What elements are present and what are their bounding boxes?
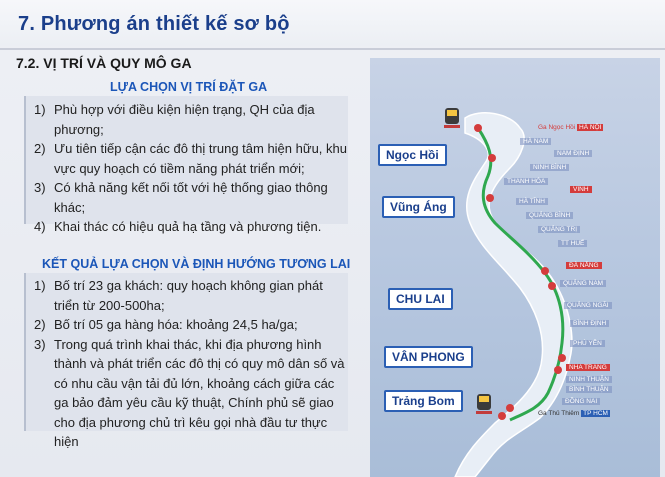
station-dot-ngoc-hoi — [474, 124, 482, 132]
selection-criteria-list — [34, 100, 348, 237]
major-station-nha-trang: NHA TRANG — [566, 364, 610, 371]
criteria-item — [34, 139, 348, 178]
results-box — [24, 273, 348, 449]
major-station-vinh: VINH — [570, 186, 592, 193]
item-number: 1) — [34, 102, 46, 117]
criteria-item — [34, 100, 348, 139]
province-label: ĐỒNG NAI — [562, 398, 600, 405]
item-number: 3) — [34, 336, 46, 352]
item-number: 1) — [34, 278, 46, 293]
selection-heading: LỰA CHỌN VỊ TRÍ ĐẶT GA — [110, 80, 268, 94]
train-icon — [442, 106, 462, 130]
province-label: NAM ĐỊNH — [554, 150, 592, 157]
station-dot-vinh — [488, 154, 496, 162]
result-item — [34, 276, 348, 315]
railway-map — [370, 58, 660, 477]
ga-thu-thiem-label: Ga Thủ Thiêm TP HCM — [538, 410, 608, 417]
page-title: 7. Phương án thiết kế sơ bộ — [18, 13, 290, 35]
ga-ngoc-hoi-label: Ga Ngọc Hồi HÀ NỘI — [538, 124, 602, 131]
station-dot-trang-bom — [506, 404, 514, 412]
selection-criteria-box — [24, 96, 348, 234]
freight-station-chu-lai: CHU LAI — [388, 288, 453, 310]
province-label: NINH THUẬN — [566, 376, 612, 383]
criteria-item — [34, 217, 348, 237]
freight-station-van-phong: VÂN PHONG — [384, 346, 473, 368]
province-label: PHÚ YÊN — [570, 340, 605, 347]
item-text: Khai thác có hiệu quả hạ tầng và phương tiện. — [54, 219, 322, 234]
item-number: 3) — [34, 180, 46, 195]
province-label: QUẢNG TRỊ — [538, 226, 580, 233]
item-number: 2) — [34, 317, 46, 332]
title-divider — [0, 48, 665, 50]
item-text: Bố trí 05 ga hàng hóa: khoảng 24,5 ha/ga; — [54, 317, 298, 332]
major-station-da-nang: ĐÀ NẴNG — [566, 262, 602, 269]
station-dot-chu-lai — [548, 282, 556, 290]
province-label: HÀ TĨNH — [516, 198, 548, 205]
item-text: Trong quá trình khai thác, khi địa phương hình thành và phát triển các đô thị có quy mô dân số và có nhu cầu vận tải đủ lớn, khoảng cách giữa các ga bảo đảm yêu cầu kỹ thuật, Chính phủ sẽ giao cho địa phương chủ trì kêu gọi nhà đầu tư thực hiện — [54, 336, 345, 449]
results-list — [34, 276, 348, 452]
item-number: 2) — [34, 141, 46, 156]
station-dot-da-nang — [541, 267, 549, 275]
map-graphic — [370, 58, 660, 477]
train-icon — [474, 392, 494, 416]
province-label: QUẢNG NGÃI — [564, 302, 612, 309]
item-text: Có khả năng kết nối tốt với hệ thống giao thông khác; — [54, 180, 328, 215]
section-heading: 7.2. VỊ TRÍ VÀ QUY MÔ GA — [16, 55, 192, 71]
station-dot-thu-thiem — [498, 412, 506, 420]
province-label: BÌNH THUẬN — [566, 386, 612, 393]
province-label: QUẢNG BÌNH — [526, 212, 573, 219]
station-dot-nha-trang — [554, 366, 562, 374]
item-text: Bố trí 23 ga khách: quy hoạch không gian phát triển từ 200-500ha; — [54, 278, 323, 313]
result-item — [34, 335, 348, 452]
province-label: BÌNH ĐỊNH — [570, 320, 609, 327]
item-number: 4) — [34, 219, 46, 234]
province-label: QUẢNG NAM — [560, 280, 606, 287]
province-label: THANH HÓA — [504, 178, 548, 185]
item-text: Phù hợp với điều kiện hiện trạng, QH của địa phương; — [54, 102, 315, 137]
freight-station-trang-bom: Trảng Bom — [384, 390, 463, 412]
province-label: TT HUẾ — [558, 240, 587, 247]
result-item — [34, 315, 348, 335]
results-heading: KẾT QUẢ LỰA CHỌN VÀ ĐỊNH HƯỚNG TƯƠNG LAI — [42, 257, 351, 271]
station-dot-van-phong — [558, 354, 566, 362]
criteria-item — [34, 178, 348, 217]
province-label: NINH BÌNH — [530, 164, 569, 171]
item-text: Ưu tiên tiếp cận các đô thị trung tâm hiện hữu, khu vực quy hoạch có tiềm năng phát triển mới; — [54, 141, 347, 176]
freight-station-ngoc-hoi: Ngọc Hồi — [378, 144, 447, 166]
station-dot-vung-ang — [486, 194, 494, 202]
province-label: HÀ NAM — [520, 138, 551, 145]
freight-station-vung-ang: Vũng Áng — [382, 196, 455, 218]
